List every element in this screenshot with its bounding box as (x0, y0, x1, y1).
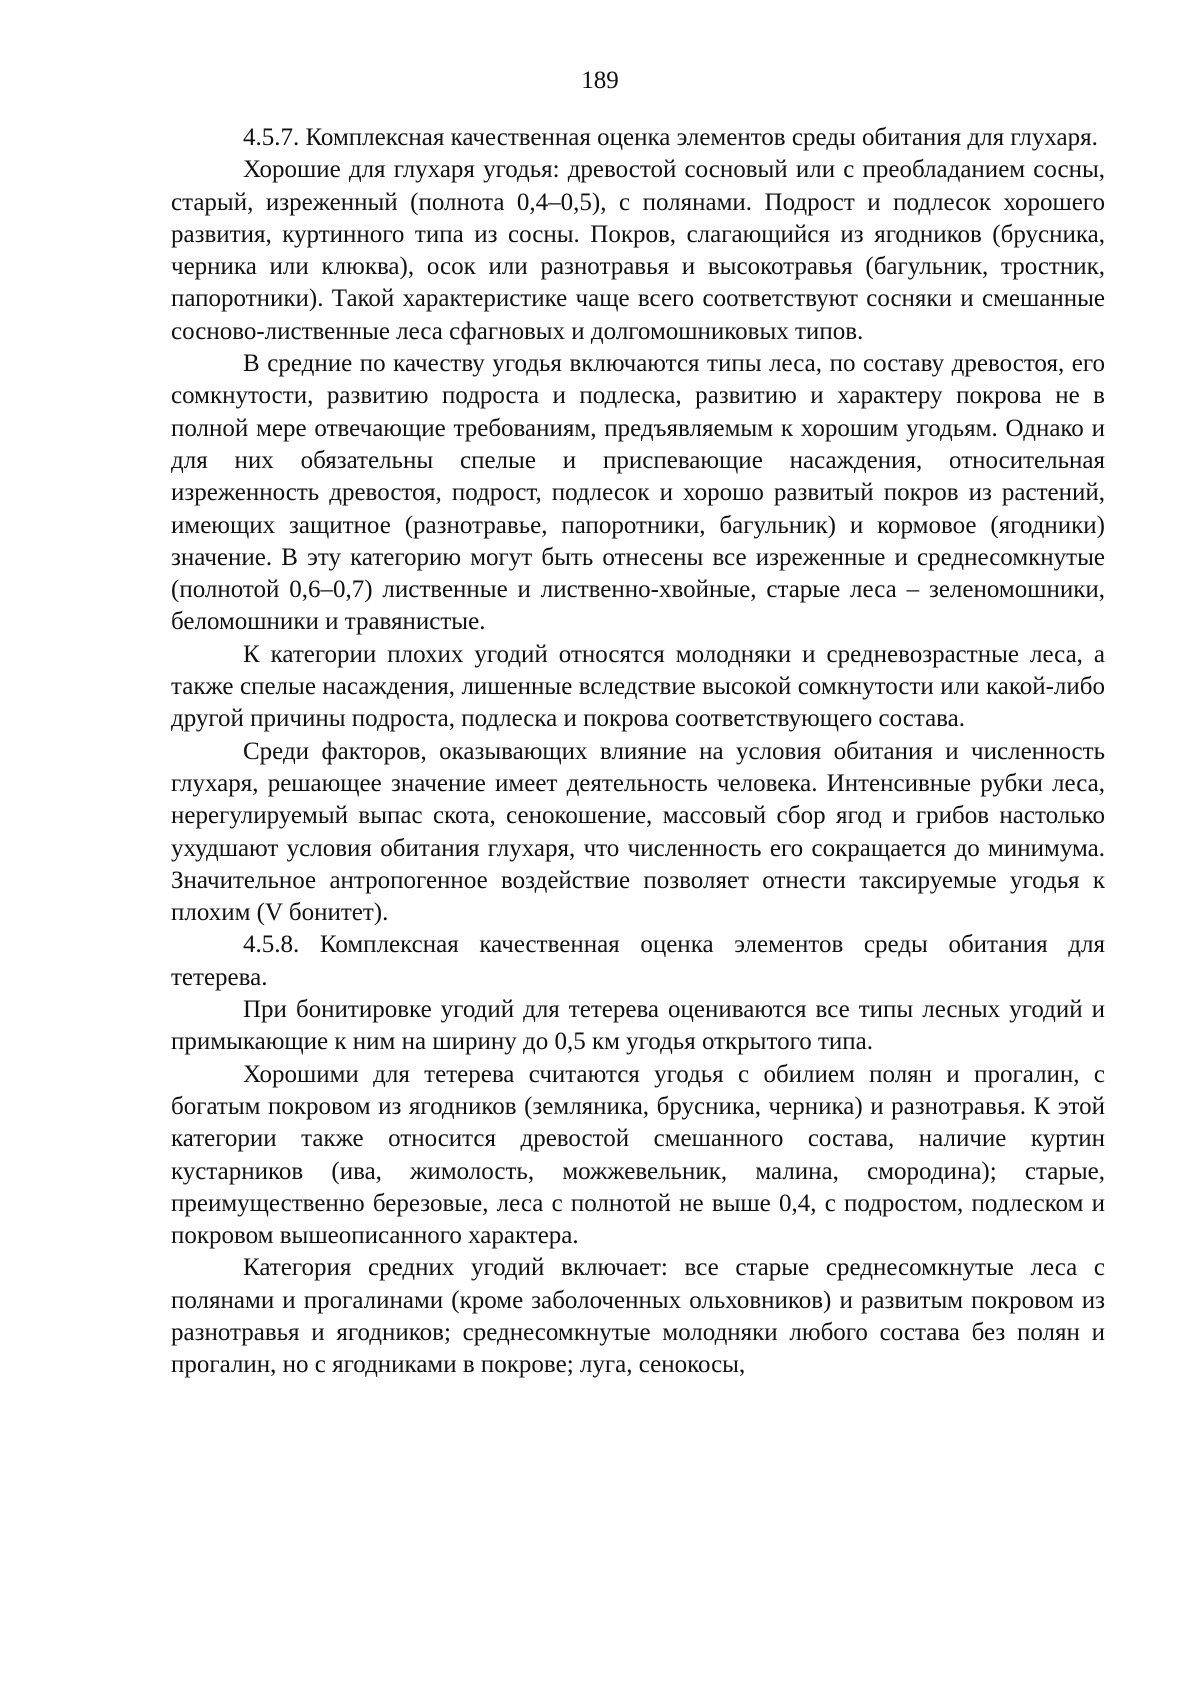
section-heading-4-5-7: 4.5.7. Комплексная качественная оценка элементов среды обитания для глухаря. (243, 124, 1098, 151)
paragraph-good-habitat-capercaillie: Хорошие для глухаря угодья: древостой сосновый или с преобладанием сосны, старый, изреженный (полнота 0,4–0,5), с полянами. Подрост и подлесок хорошего развития, куртинного типа из сосны. Покров, слагающийся из ягодников (брусника, черника или клюква), осок или разнотравья и высокотравья (багульник, тростник, папоротники). Такой характеристике чаще всего соответствуют сосняки и смешанные сосново-лиственные леса сфагновых и долгомошниковых типов. (171, 156, 1105, 345)
paragraph-good-habitat-black-grouse: Хорошими для тетерева считаются угодья с обилием полян и прогалин, с богатым покровом из ягодников (земляника, брусника, черника) и разнотравья. К этой категории также относится древостой смешанного состава, наличие куртин кустарников (ива, жимолость, можжевельник, малина, смородина); старые, преимущественно березовые, леса с полнотой не выше 0,4, с подростом, подлеском и покровом вышеописанного характера. (171, 1060, 1105, 1250)
paragraph-black-grouse-assessment: При бонитировке угодий для тетерева оцениваются все типы лесных угодий и примыкающие к ним на ширину до 0,5 км угодья открытого типа. (171, 996, 1105, 1056)
document-body (171, 122, 1105, 1382)
paragraph-medium-habitat-black-grouse: Категория средних угодий включает: все старые среднесомкнутые леса с полянами и прогалинами (кроме заболоченных ольховников) и развитым покровом из разнотравья и ягодников; среднесомкнутые молодняки любого состава без полян и прогалин, но с ягодниками в покрове; луга, сенокосы, (171, 1254, 1105, 1379)
paragraph-medium-habitat-capercaillie: В средние по качеству угодья включаются типы леса, по составу древостоя, его сомкнутости, развитию подроста и подлеска, развитию и характеру покрова не в полной мере отвечающие требованиям, предъявляемым к хорошим угодьям. Однако и для них обязательны спелые и приспевающие насаждения, относительная изреженность древостоя, подрост, подлесок и хорошо развитый покров из растений, имеющих защитное (разнотравье, папоротники, багульник) и кормовое (ягодники) значение. В эту категорию могут быть отнесены все изреженные и среднесомкнутые (полнотой 0,6–0,7) лиственные и лиственно-хвойные, старые леса – зеленомошники, беломошники и травянистые. (171, 350, 1105, 636)
section-heading-4-5-8: 4.5.8. Комплексная качественная оценка элементов среды обитания для тетерева. (171, 931, 1105, 991)
paragraph-human-impact: Среди факторов, оказывающих влияние на условия обитания и численность глухаря, решающее значение имеет деятельность человека. Интенсивные рубки леса, нерегулируемый выпас скота, сенокошение, массовый сбор ягод и грибов настолько ухудшают условия обитания глухаря, что численность его сокращается до минимума. Значительное антропогенное воздействие позволяет отнести таксируемые угодья к плохим (V бонитет). (171, 737, 1105, 927)
page-number: 189 (581, 67, 619, 94)
paragraph-poor-habitat-capercaillie: К категории плохих угодий относятся молодняки и средневозрастные леса, а также спелые насаждения, лишенные вследствие высокой сомкнутости или какой-либо другой причины подроста, подлеска и покрова соответствующего состава. (171, 640, 1105, 733)
